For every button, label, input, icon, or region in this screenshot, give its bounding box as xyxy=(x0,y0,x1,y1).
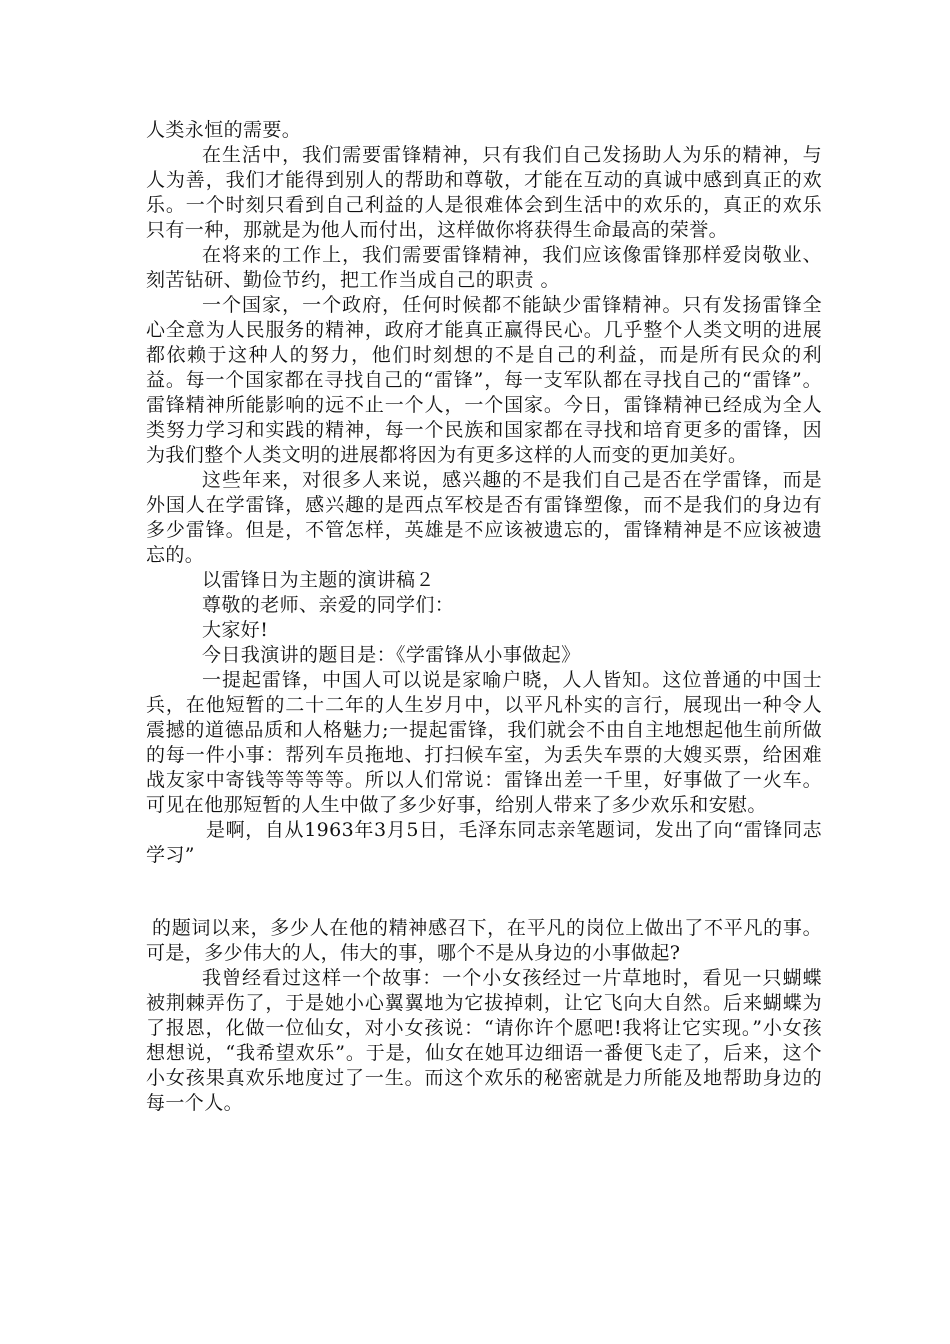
salutation: 尊敬的老师、亲爱的同学们： xyxy=(202,594,455,616)
paragraph-continuation: 人类永恒的需要。 xyxy=(146,119,302,141)
paragraph-life: 在生活中，我们需要雷锋精神，只有我们自己发扬助人为乐的精神，与人为善，我们才能得到别人的帮助和尊敬，才能在互动的真诚中感到真正的欢乐。一个时刻只看到自己利益的人是很难体会到生活中的欢乐的，真正的欢乐只有一种，那就是为他人而付出，这样做你将获得生命最高的荣誉。 xyxy=(146,144,822,241)
paragraph-butterfly-story: 我曾经看过这样一个故事：一个小女孩经过一片草地时，看见一只蝴蝶被荆棘弄伤了，于是她小心翼翼地为它拔掉刺，让它飞向大自然。后来蝴蝶为了报恩，化做一位仙女，对小女孩说：“请你许个愿吧!我将让它实现。”小女孩想想说，“我希望欢乐”。于是，仙女在她耳边细语一番便飞走了，后来，这个小女孩果真欢乐地度过了一生。而这个欢乐的秘密就是力所能及地帮助身边的每一个人。 xyxy=(146,967,822,1114)
paragraph-inscription-continued: 的题词以来，多少人在他的精神感召下，在平凡的岗位上做出了不平凡的事。可是，多少伟大的人，伟大的事，哪个不是从身边的小事做起? xyxy=(146,917,822,964)
speech-topic: 今日我演讲的题目是：《学雷锋从小事做起》 xyxy=(202,644,581,666)
paragraph-work: 在将来的工作上，我们需要雷锋精神，我们应该像雷锋那样爱岗敬业、刻苦钻研、勤俭节约，把工作当成自己的职责 。 xyxy=(146,244,822,291)
paragraph-nation: 一个国家，一个政府，任何时候都不能缺少雷锋精神。只有发扬雷锋全心全意为人民服务的精神，政府才能真正赢得民心。几乎整个人类文明的进展都依赖于这种人的努力，他们时刻想的不是自己的利益，而是所有民众的利益。每一个国家都在寻找自己的“雷锋”，每一支军队都在寻找自己的“雷锋”。雷锋精神所能影响的远不止一个人，一个国家。今日，雷锋精神已经成为全人类努力学习和实践的精神，每一个民族和国家都在寻找和培育更多的雷锋，因为我们整个人类文明的进展都将因为有更多这样的人而变的更加美好。 xyxy=(146,294,822,466)
greeting: 大家好! xyxy=(202,619,269,641)
page-break-gap xyxy=(146,868,822,916)
document-page xyxy=(146,118,822,1116)
paragraph-1963-inscription: 是啊，自从1963年3月5日，毛泽东同志亲笔题词，发出了向“雷锋同志学习” xyxy=(146,819,822,866)
speech-title-2: 以雷锋日为主题的演讲稿２ xyxy=(202,569,435,591)
paragraph-recent-years: 这些年来，对很多人来说，感兴趣的不是我们自己是否在学雷锋，而是外国人在学雷锋，感兴趣的是西点军校是否有雷锋塑像，而不是我们的身边有多少雷锋。但是，不管怎样，英雄是不应该被遗忘的，雷锋精神是不应该被遗忘的。 xyxy=(146,469,822,566)
paragraph-lei-feng-intro: 一提起雷锋，中国人可以说是家喻户晓，人人皆知。这位普通的中国士兵，在他短暂的二十二年的人生岁月中，以平凡朴实的言行，展现出一种令人震撼的道德品质和人格魅力;一提起雷锋，我们就会不由自主地想起他生前所做的每一件小事：帮列车员拖地、打扫候车室，为丢失车票的大嫂买票，给困难战友家中寄钱等等等等。所以人们常说：雷锋出差一千里，好事做了一火车。可见在他那短暂的人生中做了多少好事，给别人带来了多少欢乐和安慰。 xyxy=(146,669,822,816)
